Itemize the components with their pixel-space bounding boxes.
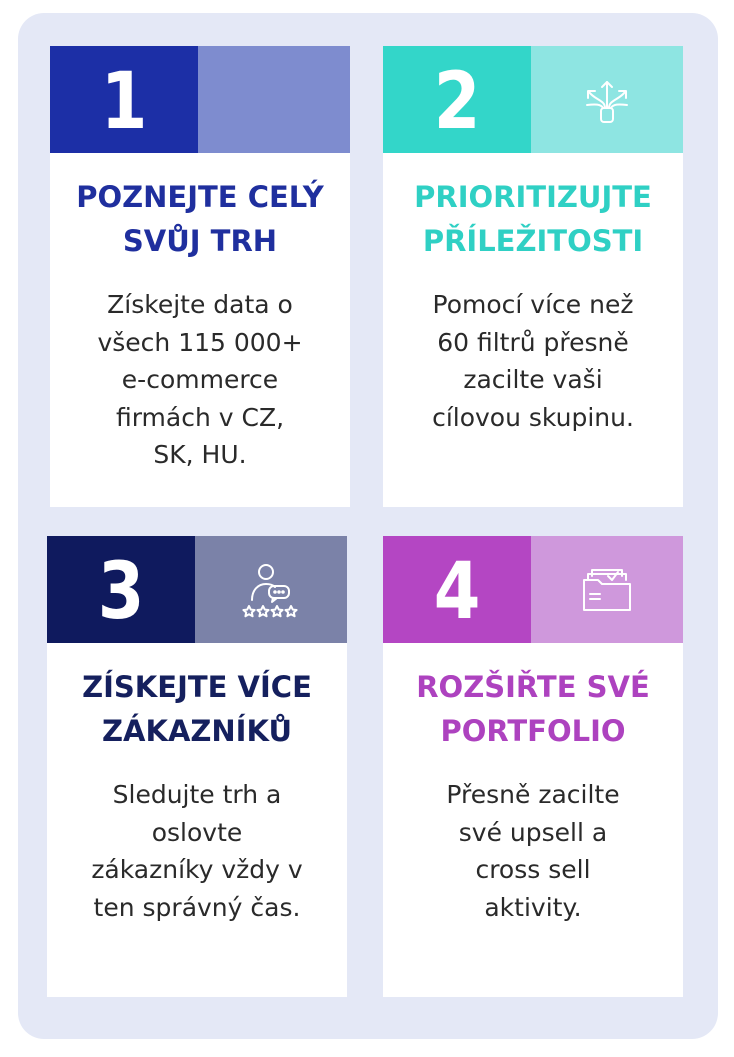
card-description-line: všech 115 000+ [97,327,303,357]
card-description [67,776,327,926]
card-description-line: cross sell [475,855,591,884]
card-number: 3 [97,546,145,637]
card-title-line: PRIORITIZUJTE [414,180,652,214]
card-description-line: zákazníky vždy v [91,855,303,884]
card-title-line: ZÁKAZNÍKŮ [102,714,292,748]
icon-box [198,46,350,153]
card-title-line: ROZŠIŘTE SVÉ [416,670,650,704]
card-description-line: e-commerce [121,365,279,394]
customer-rating-icon [239,560,303,620]
card-description-line: SK, HU. [153,440,247,469]
card-opportunities [383,46,683,507]
number-box [383,46,531,153]
card-description-line: aktivity. [484,892,582,922]
card-number: 1 [100,56,148,147]
card-description-line: firmách v CZ, [115,402,285,432]
card-description-line: ten správný čas. [93,892,301,922]
card-portfolio [383,536,683,997]
card-title-line: POZNEJTE CELÝ [76,180,324,214]
card-description-line: Pomocí více než [432,290,634,319]
card-title [393,175,673,263]
card-number: 4 [433,546,481,637]
card-title-line: ZÍSKEJTE VÍCE [82,670,312,704]
card-description [70,286,330,474]
card-header [47,536,347,643]
card-description-line: cílovou skupinu. [432,402,634,432]
number-box [383,536,531,643]
card-title-line: SVŮJ TRH [122,224,278,258]
icon-box [531,536,683,643]
card-description-line: zacilte vaši [463,365,603,394]
card-number: 2 [433,56,481,147]
card-header [383,46,683,153]
card-header [50,46,350,153]
card-title [57,665,337,753]
number-box [50,46,198,153]
card-description-line: oslovte [151,817,243,847]
branching-arrows-icon [581,74,633,126]
number-box [47,536,195,643]
card-customers [47,536,347,997]
card-description-line: Sledujte trh a [112,780,282,809]
card-description [403,776,663,926]
card-description-line: 60 filtrů přesně [437,327,629,357]
card-market [50,46,350,507]
card-header [383,536,683,643]
card-title-line: PŘÍLEŽITOSTI [422,224,644,258]
card-description-line: své upsell a [458,817,608,847]
card-title-line: PORTFOLIO [440,714,626,748]
card-description [403,286,663,436]
folder-icon [578,564,636,616]
icon-box [531,46,683,153]
icon-box [195,536,347,643]
card-description-line: Přesně zacilte [446,780,620,809]
card-title [393,665,673,753]
card-title [60,175,340,263]
card-description-line: Získejte data o [107,290,293,319]
